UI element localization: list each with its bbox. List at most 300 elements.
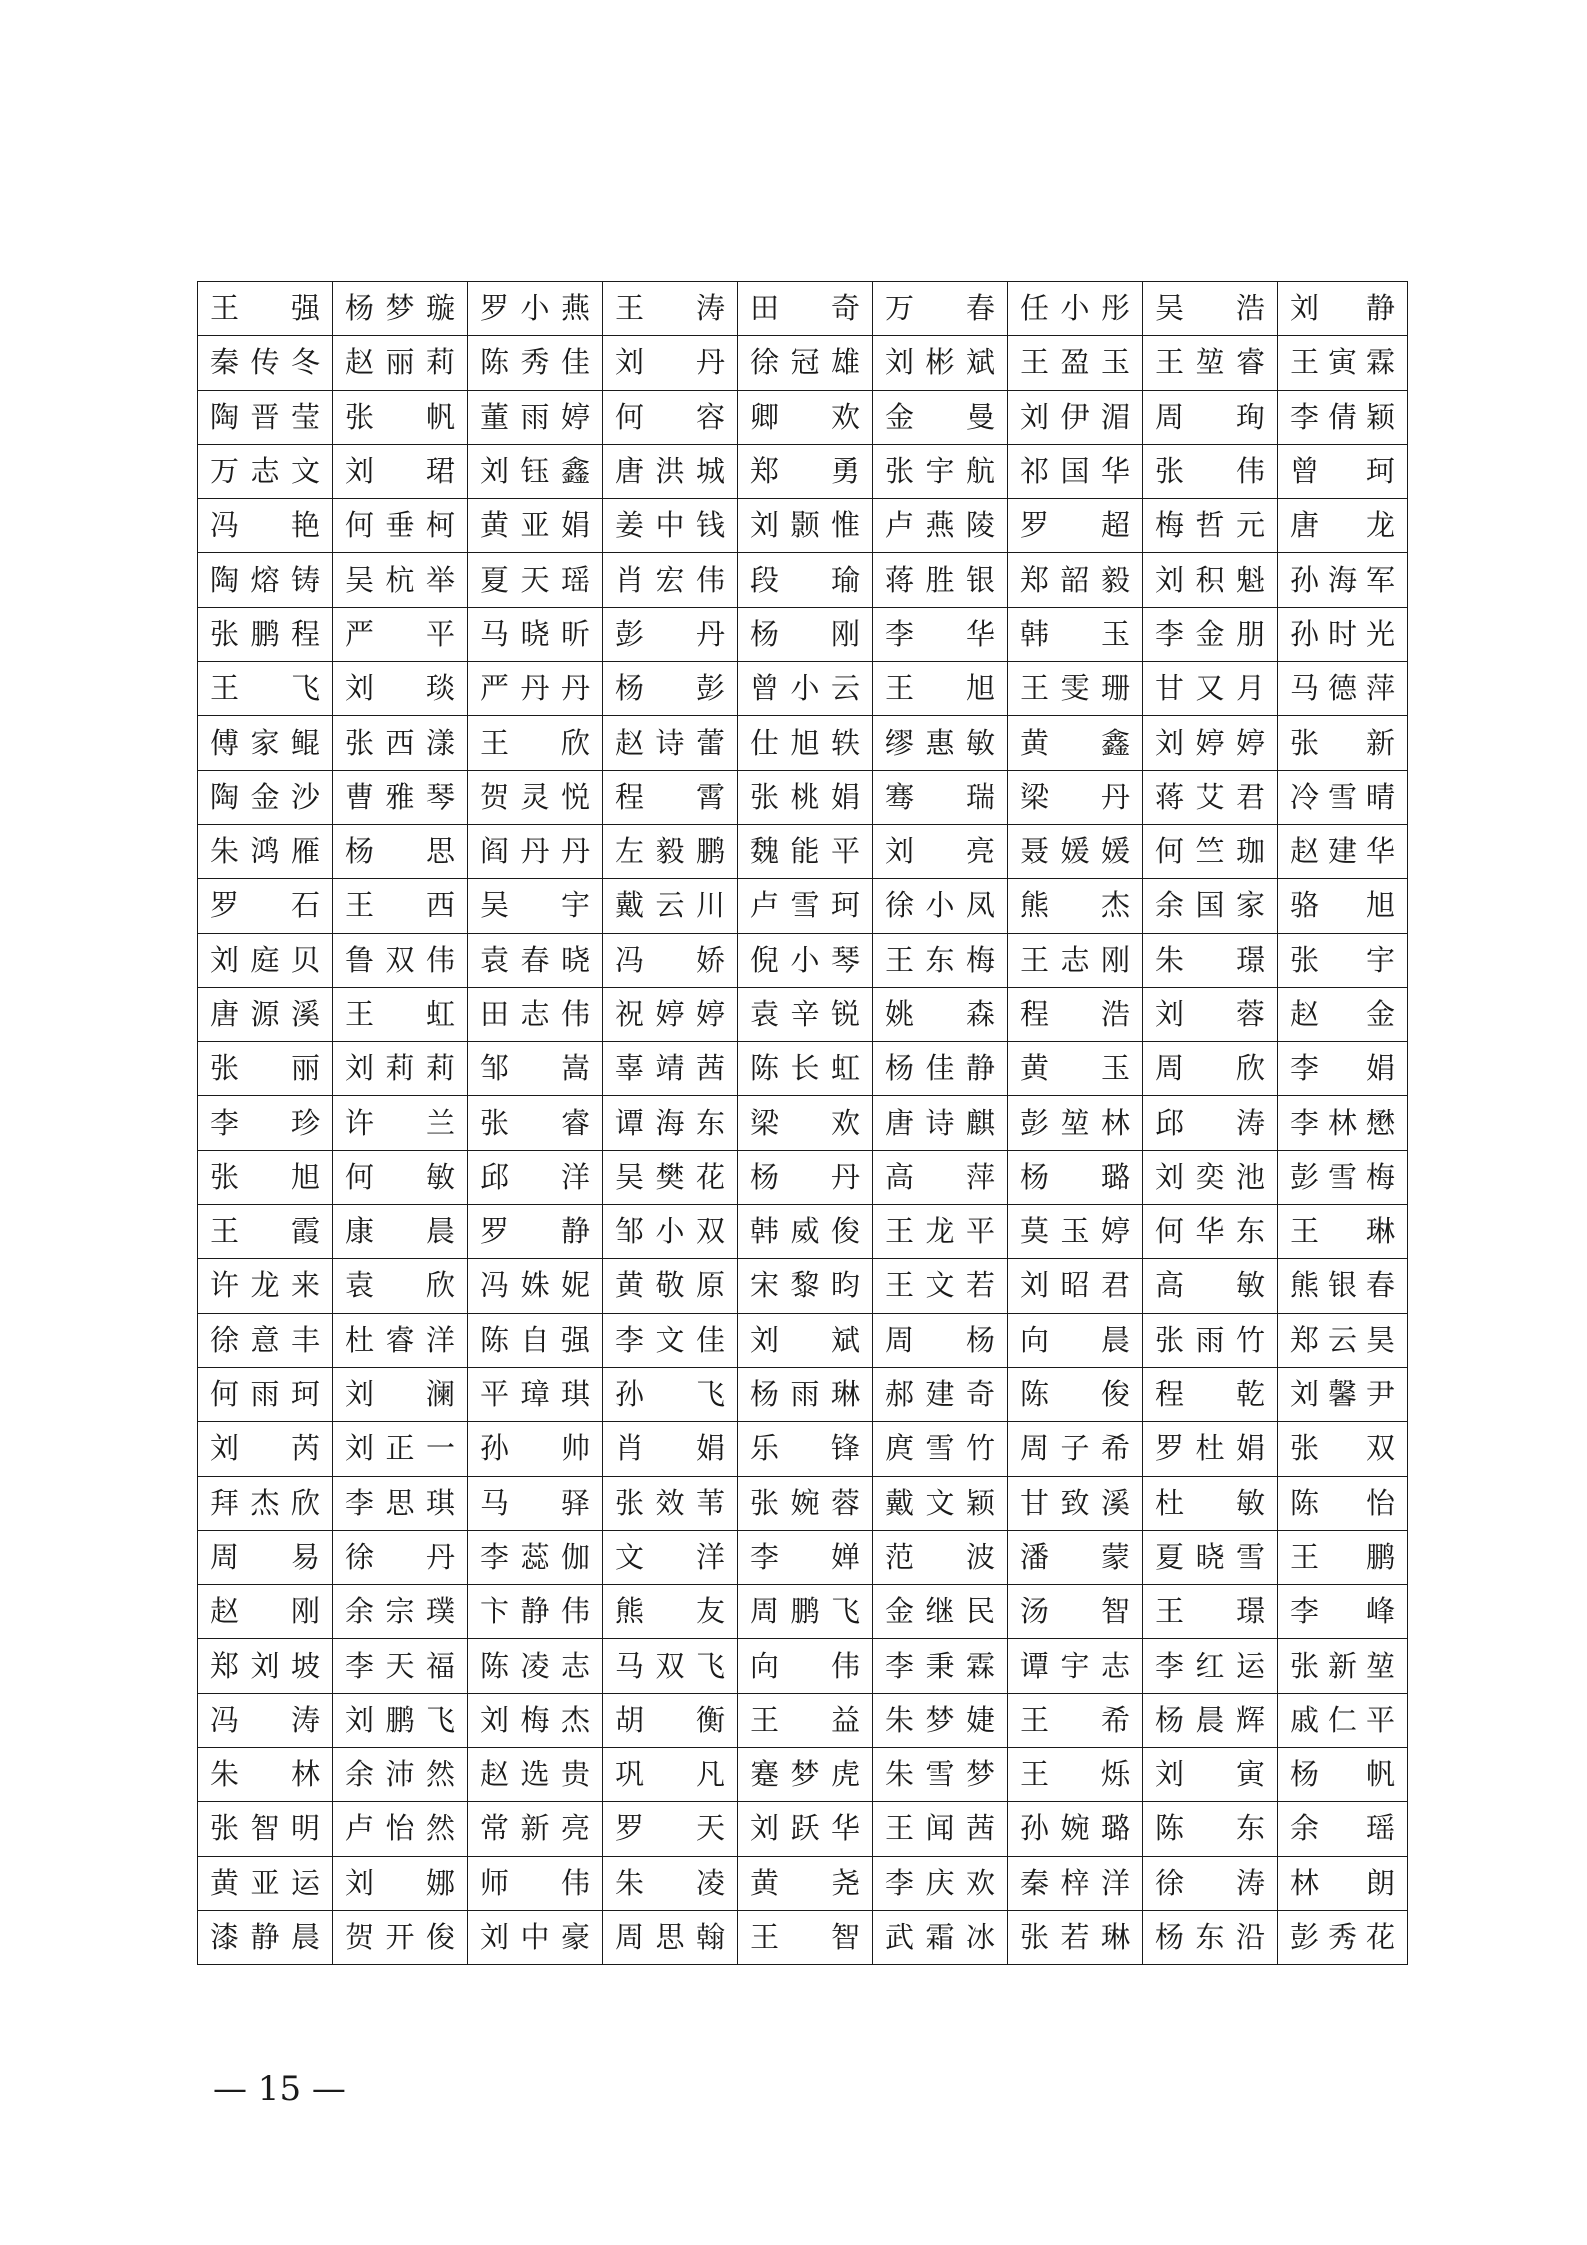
name-cell: 缪惠敏: [873, 716, 1008, 770]
table-row: [198, 1367, 1408, 1421]
name-cell: 唐洪城: [603, 444, 738, 498]
name-cell: 徐意丰: [198, 1313, 333, 1367]
name-cell: 向伟: [738, 1639, 873, 1693]
name-cell: 蒋艾君: [1143, 770, 1278, 824]
name-cell: 甘又月: [1143, 662, 1278, 716]
name-cell: 陈自强: [468, 1313, 603, 1367]
name-cell: 罗天: [603, 1802, 738, 1856]
name-cell: 乐锋: [738, 1422, 873, 1476]
name-cell: 杨璐: [1008, 1150, 1143, 1204]
name-cell: 戚仁平: [1278, 1693, 1408, 1747]
name-cell: 李金朋: [1143, 607, 1278, 661]
name-cell: 宋黎昀: [738, 1259, 873, 1313]
name-cell: 文洋: [603, 1530, 738, 1584]
name-cell: 戴文颖: [873, 1476, 1008, 1530]
name-cell: 万志文: [198, 444, 333, 498]
name-cell: 汤智: [1008, 1585, 1143, 1639]
name-cell: 谭宇志: [1008, 1639, 1143, 1693]
name-cell: 冯艳: [198, 499, 333, 553]
name-cell: 杨彭: [603, 662, 738, 716]
name-cell: 马驿: [468, 1476, 603, 1530]
name-cell: 莫玉婷: [1008, 1205, 1143, 1259]
name-cell: 王鹏: [1278, 1530, 1408, 1584]
name-cell: 梅哲元: [1143, 499, 1278, 553]
name-cell: 周鹏飞: [738, 1585, 873, 1639]
name-cell: 杨梦璇: [333, 282, 468, 336]
name-cell: 陈长虹: [738, 1042, 873, 1096]
name-cell: 孙帅: [468, 1422, 603, 1476]
name-cell: 张智明: [198, 1802, 333, 1856]
table-row: [198, 553, 1408, 607]
name-cell: 武霜冰: [873, 1910, 1008, 1964]
name-cell: 严丹丹: [468, 662, 603, 716]
name-cell: 张雨竹: [1143, 1313, 1278, 1367]
name-cell: 张新堃: [1278, 1639, 1408, 1693]
name-cell: 周思翰: [603, 1910, 738, 1964]
name-cell: 王飞: [198, 662, 333, 716]
name-cell: 程霄: [603, 770, 738, 824]
name-cell: 陈怡: [1278, 1476, 1408, 1530]
name-cell: 刘琰: [333, 662, 468, 716]
name-cell: 孙海军: [1278, 553, 1408, 607]
name-cell: 余宗璞: [333, 1585, 468, 1639]
name-cell: 李天福: [333, 1639, 468, 1693]
table-row: [198, 1422, 1408, 1476]
table-row: [198, 1150, 1408, 1204]
name-cell: 余瑶: [1278, 1802, 1408, 1856]
name-cell: 卢怡然: [333, 1802, 468, 1856]
name-cell: 肖宏伟: [603, 553, 738, 607]
name-cell: 王闻茜: [873, 1802, 1008, 1856]
name-cell: 郑勇: [738, 444, 873, 498]
name-cell: 陶熔铸: [198, 553, 333, 607]
name-cell: 袁辛锐: [738, 987, 873, 1041]
name-cell: 李秉霖: [873, 1639, 1008, 1693]
name-cell: 朱鸿雁: [198, 824, 333, 878]
name-cell: 卿欢: [738, 390, 873, 444]
name-cell: 程浩: [1008, 987, 1143, 1041]
name-cell: 刘娜: [333, 1856, 468, 1910]
name-cell: 陈俊: [1008, 1367, 1143, 1421]
name-cell: 赵建华: [1278, 824, 1408, 878]
name-cell: 冯涛: [198, 1693, 333, 1747]
name-cell: 张丽: [198, 1042, 333, 1096]
name-cell: 黄敬原: [603, 1259, 738, 1313]
name-cell: 严平: [333, 607, 468, 661]
name-cell: 彭雪梅: [1278, 1150, 1408, 1204]
name-cell: 王东梅: [873, 933, 1008, 987]
name-cell: 金曼: [873, 390, 1008, 444]
name-cell: 张双: [1278, 1422, 1408, 1476]
name-cell: 王智: [738, 1910, 873, 1964]
name-cell: 郝建奇: [873, 1367, 1008, 1421]
name-cell: 邹嵩: [468, 1042, 603, 1096]
name-cell: 姚森: [873, 987, 1008, 1041]
name-cell: 冯娇: [603, 933, 738, 987]
name-cell: 刘芮: [198, 1422, 333, 1476]
name-cell: 张宇航: [873, 444, 1008, 498]
name-cell: 何敏: [333, 1150, 468, 1204]
name-cell: 康晨: [333, 1205, 468, 1259]
name-cell: 何容: [603, 390, 738, 444]
name-cell: 戴云川: [603, 879, 738, 933]
name-cell: 梁丹: [1008, 770, 1143, 824]
name-cell: 平璋琪: [468, 1367, 603, 1421]
name-cell: 刘寅: [1143, 1748, 1278, 1802]
name-cell: 马双飞: [603, 1639, 738, 1693]
name-cell: 熊友: [603, 1585, 738, 1639]
name-cell: 刘颢惟: [738, 499, 873, 553]
name-cell: 漆静晨: [198, 1910, 333, 1964]
name-cell: 张效苇: [603, 1476, 738, 1530]
name-cell: 刘鹏飞: [333, 1693, 468, 1747]
name-cell: 刘庭贝: [198, 933, 333, 987]
name-cell: 冷雪晴: [1278, 770, 1408, 824]
name-cell: 倪小琴: [738, 933, 873, 987]
name-cell: 张婉蓉: [738, 1476, 873, 1530]
table-row: [198, 1530, 1408, 1584]
table-row: [198, 1748, 1408, 1802]
name-cell: 黄鑫: [1008, 716, 1143, 770]
name-cell: 刘跃华: [738, 1802, 873, 1856]
name-cell: 刘丹: [603, 336, 738, 390]
name-cell: 张西漾: [333, 716, 468, 770]
name-cell: 王强: [198, 282, 333, 336]
name-cell: 王西: [333, 879, 468, 933]
name-cell: 骞瑞: [873, 770, 1008, 824]
name-cell: 韩玉: [1008, 607, 1143, 661]
name-cell: 田奇: [738, 282, 873, 336]
name-cell: 许兰: [333, 1096, 468, 1150]
name-cell: 蒋胜银: [873, 553, 1008, 607]
name-cell: 刘积魁: [1143, 553, 1278, 607]
name-cell: 向晨: [1008, 1313, 1143, 1367]
name-cell: 秦传冬: [198, 336, 333, 390]
name-cell: 刘正一: [333, 1422, 468, 1476]
table-row: [198, 1693, 1408, 1747]
name-cell: 朱雪梦: [873, 1748, 1008, 1802]
name-cell: 师伟: [468, 1856, 603, 1910]
name-cell: 罗静: [468, 1205, 603, 1259]
name-cell: 李庆欢: [873, 1856, 1008, 1910]
name-cell: 徐丹: [333, 1530, 468, 1584]
name-cell: 夏天瑶: [468, 553, 603, 607]
table-row: [198, 499, 1408, 553]
name-cell: 何雨珂: [198, 1367, 333, 1421]
table-row: [198, 1313, 1408, 1367]
name-cell: 杨丹: [738, 1150, 873, 1204]
name-cell: 刘澜: [333, 1367, 468, 1421]
name-cell: 仕旭轶: [738, 716, 873, 770]
table-row: [198, 1205, 1408, 1259]
name-cell: 徐小凤: [873, 879, 1008, 933]
name-cell: 熊杰: [1008, 879, 1143, 933]
name-cell: 张新: [1278, 716, 1408, 770]
name-cell: 马德萍: [1278, 662, 1408, 716]
name-cell: 陈秀佳: [468, 336, 603, 390]
name-cell: 刘中豪: [468, 1910, 603, 1964]
name-cell: 王盈玉: [1008, 336, 1143, 390]
name-cell: 王琳: [1278, 1205, 1408, 1259]
name-cell: 秦梓洋: [1008, 1856, 1143, 1910]
name-cell: 蹇梦虎: [738, 1748, 873, 1802]
name-cell: 庹雪竹: [873, 1422, 1008, 1476]
name-cell: 王希: [1008, 1693, 1143, 1747]
name-cell: 陈东: [1143, 1802, 1278, 1856]
name-cell: 郑云昊: [1278, 1313, 1408, 1367]
name-cell: 赵选贵: [468, 1748, 603, 1802]
name-cell: 卢燕陵: [873, 499, 1008, 553]
name-cell: 韩威俊: [738, 1205, 873, 1259]
name-cell: 陈凌志: [468, 1639, 603, 1693]
name-cell: 何垂柯: [333, 499, 468, 553]
name-cell: 杨刚: [738, 607, 873, 661]
name-cell: 李蕊伽: [468, 1530, 603, 1584]
table-row: [198, 987, 1408, 1041]
name-cell: 张鹏程: [198, 607, 333, 661]
name-cell: 陶金沙: [198, 770, 333, 824]
name-cell: 张桃娟: [738, 770, 873, 824]
name-cell: 李峰: [1278, 1585, 1408, 1639]
name-cell: 袁欣: [333, 1259, 468, 1313]
name-cell: 杨雨琳: [738, 1367, 873, 1421]
name-cell: 刘彬斌: [873, 336, 1008, 390]
name-cell: 肖娟: [603, 1422, 738, 1476]
name-cell: 王龙平: [873, 1205, 1008, 1259]
name-cell: 杨思: [333, 824, 468, 878]
table-row: [198, 444, 1408, 498]
name-cell: 曹雅琴: [333, 770, 468, 824]
name-cell: 杨晨辉: [1143, 1693, 1278, 1747]
name-cell: 杨帆: [1278, 1748, 1408, 1802]
name-cell: 杜睿洋: [333, 1313, 468, 1367]
name-cell: 赵金: [1278, 987, 1408, 1041]
name-cell: 孙婉璐: [1008, 1802, 1143, 1856]
name-cell: 余国家: [1143, 879, 1278, 933]
name-cell: 巩凡: [603, 1748, 738, 1802]
name-cell: 王雯珊: [1008, 662, 1143, 716]
name-cell: 刘蓉: [1143, 987, 1278, 1041]
name-cell: 高萍: [873, 1150, 1008, 1204]
name-cell: 李珍: [198, 1096, 333, 1150]
name-cell: 张旭: [198, 1150, 333, 1204]
name-cell: 卢雪珂: [738, 879, 873, 933]
name-cell: 王欣: [468, 716, 603, 770]
name-cell: 李华: [873, 607, 1008, 661]
table-row: [198, 336, 1408, 390]
name-cell: 朱凌: [603, 1856, 738, 1910]
name-cell: 任小彤: [1008, 282, 1143, 336]
table-row: [198, 390, 1408, 444]
name-cell: 董雨婷: [468, 390, 603, 444]
name-cell: 杨东沿: [1143, 1910, 1278, 1964]
name-cell: 张若琳: [1008, 1910, 1143, 1964]
name-cell: 周珣: [1143, 390, 1278, 444]
table-row: [198, 1476, 1408, 1530]
name-cell: 罗超: [1008, 499, 1143, 553]
name-cell: 谭海东: [603, 1096, 738, 1150]
name-cell: 刘婷婷: [1143, 716, 1278, 770]
name-cell: 潘蒙: [1008, 1530, 1143, 1584]
name-cell: 黄亚运: [198, 1856, 333, 1910]
table-row: [198, 824, 1408, 878]
name-cell: 夏晓雪: [1143, 1530, 1278, 1584]
name-cell: 高敏: [1143, 1259, 1278, 1313]
name-cell: 邹小双: [603, 1205, 738, 1259]
table-row: [198, 1096, 1408, 1150]
name-cell: 王寅霖: [1278, 336, 1408, 390]
name-cell: 吴浩: [1143, 282, 1278, 336]
name-cell: 郑韶毅: [1008, 553, 1143, 607]
table-row: [198, 1802, 1408, 1856]
table-row: [198, 1856, 1408, 1910]
name-cell: 张睿: [468, 1096, 603, 1150]
name-cell: 梁欢: [738, 1096, 873, 1150]
name-cell: 田志伟: [468, 987, 603, 1041]
name-cell: 胡衡: [603, 1693, 738, 1747]
name-cell: 王益: [738, 1693, 873, 1747]
table-row: [198, 662, 1408, 716]
name-cell: 王旭: [873, 662, 1008, 716]
table-row: [198, 770, 1408, 824]
name-cell: 李文佳: [603, 1313, 738, 1367]
name-cell: 李红运: [1143, 1639, 1278, 1693]
name-cell: 黄玉: [1008, 1042, 1143, 1096]
name-cell: 何竺珈: [1143, 824, 1278, 878]
name-cell: 魏能平: [738, 824, 873, 878]
name-cell: 罗石: [198, 879, 333, 933]
name-cell: 陶晋莹: [198, 390, 333, 444]
name-cell: 常新亮: [468, 1802, 603, 1856]
name-cell: 马晓昕: [468, 607, 603, 661]
name-cell: 许龙来: [198, 1259, 333, 1313]
name-cell: 吴宇: [468, 879, 603, 933]
name-cell: 彭丹: [603, 607, 738, 661]
name-cell: 张帆: [333, 390, 468, 444]
name-cell: 鲁双伟: [333, 933, 468, 987]
table-row: [198, 933, 1408, 987]
name-cell: 罗小燕: [468, 282, 603, 336]
name-cell: 徐涛: [1143, 1856, 1278, 1910]
table-row: [198, 716, 1408, 770]
name-cell: 刘伊湄: [1008, 390, 1143, 444]
name-cell: 冯姝妮: [468, 1259, 603, 1313]
name-cell: 彭堃林: [1008, 1096, 1143, 1150]
name-cell: 孙飞: [603, 1367, 738, 1421]
name-cell: 范波: [873, 1530, 1008, 1584]
name-cell: 万春: [873, 282, 1008, 336]
name-cell: 吴樊花: [603, 1150, 738, 1204]
name-cell: 赵刚: [198, 1585, 333, 1639]
name-cell: 刘钰鑫: [468, 444, 603, 498]
name-cell: 朱林: [198, 1748, 333, 1802]
name-cell: 祝婷婷: [603, 987, 738, 1041]
table-row: [198, 1910, 1408, 1964]
name-cell: 左毅鹏: [603, 824, 738, 878]
table-row: [198, 1585, 1408, 1639]
name-cell: 朱梦婕: [873, 1693, 1008, 1747]
name-cell: 周杨: [873, 1313, 1008, 1367]
table-row: [198, 607, 1408, 661]
name-cell: 程乾: [1143, 1367, 1278, 1421]
table-row: [198, 282, 1408, 336]
name-cell: 阎丹丹: [468, 824, 603, 878]
name-cell: 曾珂: [1278, 444, 1408, 498]
name-cell: 金继民: [873, 1585, 1008, 1639]
name-cell: 郑刘坡: [198, 1639, 333, 1693]
name-cell: 刘静: [1278, 282, 1408, 336]
name-cell: 祁国华: [1008, 444, 1143, 498]
table-row: [198, 1639, 1408, 1693]
name-cell: 王霞: [198, 1205, 333, 1259]
name-list-table: [197, 281, 1408, 1965]
name-cell: 刘斌: [738, 1313, 873, 1367]
table-row: [198, 1259, 1408, 1313]
name-cell: 林朗: [1278, 1856, 1408, 1910]
name-cell: 朱璟: [1143, 933, 1278, 987]
name-cell: 刘亮: [873, 824, 1008, 878]
name-cell: 熊银春: [1278, 1259, 1408, 1313]
name-cell: 刘馨尹: [1278, 1367, 1408, 1421]
name-cell: 聂媛媛: [1008, 824, 1143, 878]
name-cell: 李倩颖: [1278, 390, 1408, 444]
name-cell: 余沛然: [333, 1748, 468, 1802]
name-cell: 傅家鲲: [198, 716, 333, 770]
name-cell: 唐龙: [1278, 499, 1408, 553]
name-cell: 甘致溪: [1008, 1476, 1143, 1530]
name-cell: 邱洋: [468, 1150, 603, 1204]
name-cell: 骆旭: [1278, 879, 1408, 933]
name-cell: 杨佳静: [873, 1042, 1008, 1096]
name-cell: 王烁: [1008, 1748, 1143, 1802]
name-cell: 王文若: [873, 1259, 1008, 1313]
name-cell: 李林懋: [1278, 1096, 1408, 1150]
name-cell: 姜中钱: [603, 499, 738, 553]
name-cell: 黄尧: [738, 1856, 873, 1910]
name-cell: 张伟: [1143, 444, 1278, 498]
name-cell: 邱涛: [1143, 1096, 1278, 1150]
name-cell: 辜靖茜: [603, 1042, 738, 1096]
name-cell: 李思琪: [333, 1476, 468, 1530]
name-cell: 王虹: [333, 987, 468, 1041]
page-number: — 15 —: [213, 2069, 346, 2109]
name-list-body: [198, 282, 1408, 1965]
name-cell: 王涛: [603, 282, 738, 336]
name-cell: 刘莉莉: [333, 1042, 468, 1096]
name-cell: 何华东: [1143, 1205, 1278, 1259]
name-cell: 王堃睿: [1143, 336, 1278, 390]
name-cell: 杜敏: [1143, 1476, 1278, 1530]
table-row: [198, 1042, 1408, 1096]
name-cell: 周易: [198, 1530, 333, 1584]
name-cell: 赵诗蕾: [603, 716, 738, 770]
name-cell: 刘梅杰: [468, 1693, 603, 1747]
name-cell: 贺灵悦: [468, 770, 603, 824]
name-cell: 李娟: [1278, 1042, 1408, 1096]
name-cell: 贺开俊: [333, 1910, 468, 1964]
name-cell: 唐源溪: [198, 987, 333, 1041]
name-cell: 徐冠雄: [738, 336, 873, 390]
name-cell: 卞静伟: [468, 1585, 603, 1639]
name-cell: 刘昭君: [1008, 1259, 1143, 1313]
name-cell: 罗杜娟: [1143, 1422, 1278, 1476]
name-cell: 吴杭举: [333, 553, 468, 607]
name-cell: 李婵: [738, 1530, 873, 1584]
name-cell: 彭秀花: [1278, 1910, 1408, 1964]
name-cell: 段瑜: [738, 553, 873, 607]
name-cell: 袁春晓: [468, 933, 603, 987]
name-cell: 刘奕池: [1143, 1150, 1278, 1204]
